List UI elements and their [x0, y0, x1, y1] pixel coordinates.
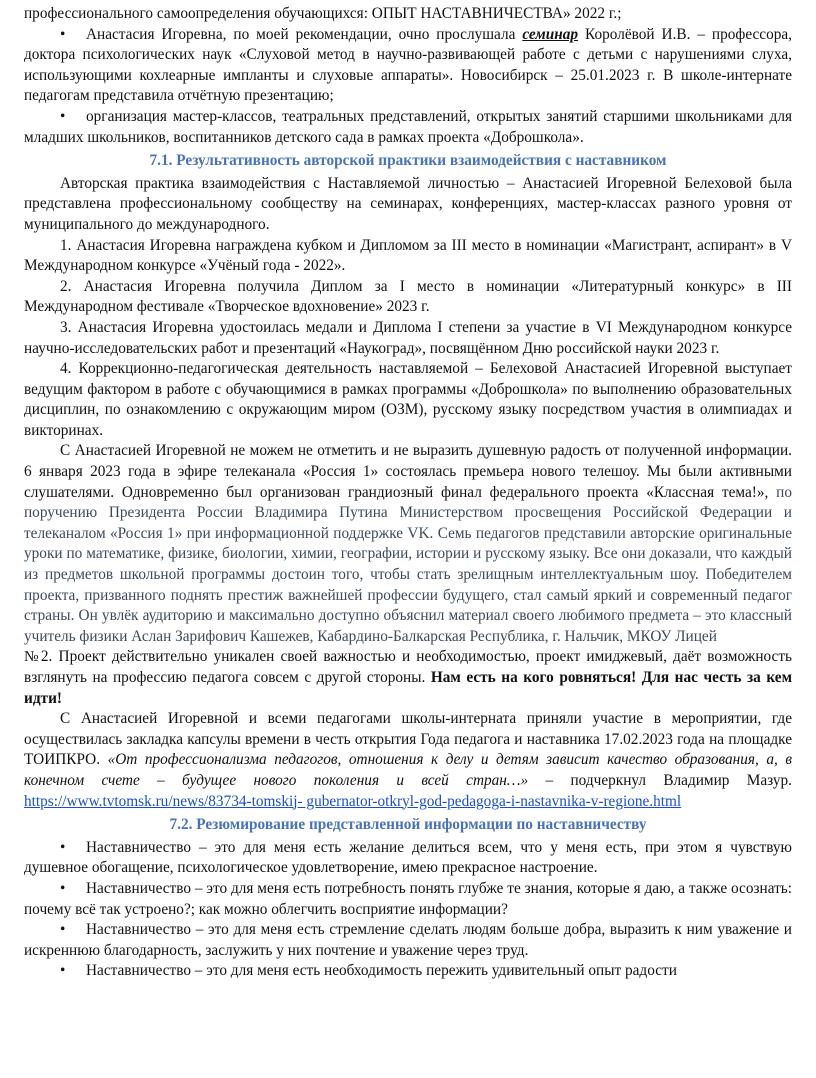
bullet-item-mentoring-2: • Наставничество – это для меня есть потребность понять глубже те знания, которые я даю, а также осознать: почему всё так устроено?; как можно облегчить восприятие информации? — [24, 879, 792, 918]
numbered-item-2: 2. Анастасия Игоревна получила Диплом за I место в номинации «Литературный конкурс» в III Международном фестивале «Творческое вдохновение» 2023 г. — [24, 277, 792, 316]
bullet-icon: • — [60, 838, 66, 856]
bullet-item-mentoring-3: • Наставничество – это для меня есть стремление сделать людям больше добра, выразить к ним уважение и искреннюю благодарность, заслужить у них почтение и уважение через труд. — [24, 921, 792, 959]
section-heading-7-1: 7.1. Результативность авторской практики взаимодействия с наставником — [149, 152, 667, 170]
document-page — [24, 4, 792, 982]
bullet-icon: • — [60, 25, 66, 43]
bullet-icon: • — [60, 879, 66, 897]
numbered-item-1: 1. Анастасия Игоревна награждена кубком и Дипломом за III место в номинации «Магистрант, аспирант» в V Международном конкурсе «Учёный года - 2022». — [24, 236, 792, 275]
numbered-item-3: 3. Анастасия Игоревна удостоилась медали и Диплома I степени за участие в VI Международном конкурсе научно-исследовательских работ и презентаций «Наукоград», посвящённом Дню российской науки 2023 г. — [24, 318, 792, 357]
news-link[interactable]: https://www.tvtomsk.ru/news/83734-tomskij- gubernator-otkryl-god-pedagoga-i-nastavnika-v-regione.html — [24, 792, 682, 810]
paragraph-practice: Авторская практика взаимодействия с Наставляемой личностью – Анастасией Игоревной Белеховой была представлена профессиональному сообществу на семинарах, конференциях, мастер-классах разного уровня от муниципального до международного. — [24, 174, 792, 233]
paragraph-intro-tail: профессионального самоопределения обучающихся: ОПЫТ НАСТАВНИЧЕСТВА» 2022 г.; — [24, 5, 622, 22]
bullet-item-mentoring-1: • Наставничество – это для меня есть желание делиться всем, что у меня есть, при этом я чувствую душевное обогащение, психологическое удовлетворение, имею прекрасное настроение. — [24, 838, 792, 877]
bullet-icon: • — [60, 107, 66, 125]
section-heading-7-2: 7.2. Резюмирование представленной информации по наставничеству — [169, 816, 647, 834]
bullet-item-masterclasses: • организация мастер-классов, театральных представлений, открытых занятий старшими школьниками для младших школьников, воспитанников детского сада в рамках проекта «Доброшкола». — [24, 107, 792, 146]
paragraph-tv-show: С Анастасией Игоревной не можем не отметить и не выразить душевную радость от полученной информации. 6 января 2023 года в эфире телеканала «Россия 1» состоялась премьера нового телешоу. Мы были активными слушателями. Одновременно был организован грандиозный финал федерального проекта «Классная тема!», по поручению Президента России Владимира Путина Министерством просвещения Российской Федерации и телеканалом «Россия 1» при информационной поддержке VK. Семь педагогов представили авторские оригинальные уроки по математике, физике, биологии, химии, географии, истории и русскому языку. Все они доказали, что каждый из предметов школьной программы достоин того, чтобы стать зрелищным интеллектуальным шоу. Победителем проекта, призванного поднять престиж важнейшей профессии будущего, стал самый яркий и современный педагог страны. Он увлёк аудиторию и максимально доступно объяснил материал своего любимого предмета – это классный учитель физики Аслан Зарифович Кашежев, Кабардино-Балкарская Республика, г. Нальчик, МКОУ Лицей — [24, 442, 792, 645]
paragraph-project: №2. Проект действительно уникален своей важностью и необходимостью, проект имиджевый, даёт возможность взглянуть на профессию педагога совсем с другой стороны. Нам есть на кого ровняться! Для нас честь за кем идти! — [24, 648, 792, 707]
quote-italic: «От профессионализма педагогов, отношения к делу и детям зависит качество образования, а, в конечном счете – будущее нового поколения и всей стран…» — [24, 751, 792, 789]
bullet-icon: • — [60, 962, 66, 980]
bullet-item-seminar: • Анастасия Игоревна, по моей рекомендации, очно прослушала семинар Королёвой И.В. – профессора, доктора психологических наук «Слуховой метод в научно-развивающей работе с детьми с нарушениями слуха, использующими кохлеарные импланты и слуховые аппараты». Новосибирск – 25.01.2023 г. В школе-интернате педагогам представила отчётную презентацию; — [24, 25, 792, 105]
bullet-icon: • — [60, 921, 66, 939]
seminar-emphasis: семинар — [522, 25, 579, 43]
bold-slogan: Нам есть на кого ровняться! Для нас честь за кем идти! — [24, 669, 792, 707]
bullet-item-mentoring-4: • Наставничество – это для меня есть необходимость пережить удивительный опыт радости — [24, 961, 792, 982]
numbered-item-4: 4. Коррекционно-педагогическая деятельность наставляемой – Белеховой Анастасией Игоревной выступает ведущим фактором в работе с обучающимися в рамках программы «Доброшкола» по выполнению образовательных дисциплин, по ознакомлению с окружающим миром (ОЗМ), русскому языку посредством участия в олимпиадах и викторинах. — [24, 360, 792, 439]
paragraph-time-capsule: С Анастасией Игоревной и всеми педагогами школы-интерната приняли участие в мероприятии, где осуществилась закладка капсулы времени в честь открытия Года педагога и наставника 17.02.2023 года на площадке ТОИПКРО. «От профессионализма педагогов, отношения к делу и детям зависит качество образования, а, в конечном счете – будущее нового поколения и всей стран…» – подчеркнул Владимир Мазур. https://www.tvtomsk.ru/news/83734-tomskij- gubernator-otkryl-god-pedagoga-i-nastavnika-v-regione.html — [24, 710, 792, 810]
